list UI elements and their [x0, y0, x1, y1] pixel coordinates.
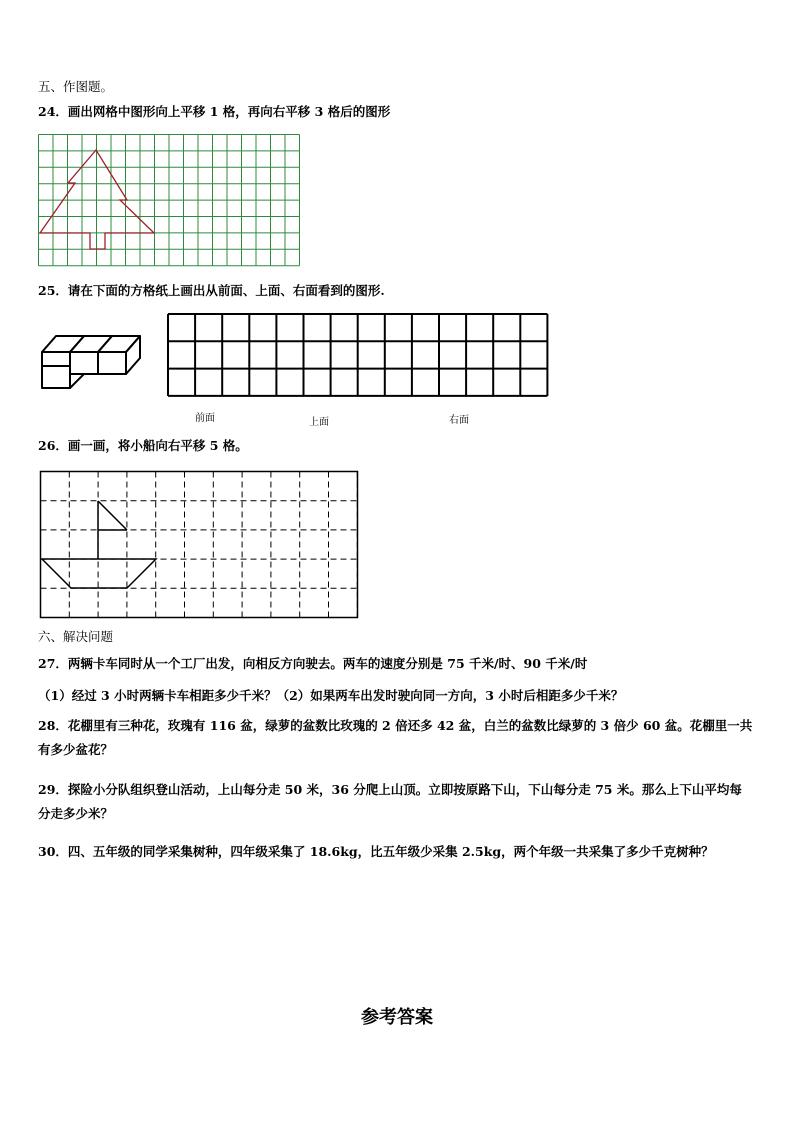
question-27: 27．两辆卡车同时从一个工厂出发，向相反方向驶去。两车的速度分别是 75 千米/时、90 千米/时 — [38, 656, 588, 671]
question-24: 24．画出网格中图形向上平移 1 格，再向右平移 3 格后的图形 — [38, 104, 391, 119]
section-heading-6: 六、解决问题 — [38, 629, 114, 644]
question-28: 28．花棚里有三种花，玫瑰有 116 盆，绿萝的盆数比玫瑰的 2 倍还多 42 盆，白兰的盆数比绿萝的 3 倍少 60 盆。花棚里一共有多少盆花？ — [38, 718, 753, 757]
label-front: 前面 — [195, 413, 215, 424]
answer-title: 参考答案 — [361, 1007, 433, 1028]
question-29: 29．探险小分队组织登山活动，上山每分走 50 米，36 分爬上山顶。立即按原路下山，下山每分走 75 米。那么上下山平均每分走多少米？ — [38, 782, 742, 821]
q24-grid-figure — [38, 134, 300, 266]
section-heading-5: 五、作图题。 — [38, 79, 114, 94]
label-top: 上面 — [309, 417, 329, 428]
green-grid — [39, 135, 300, 266]
q25-block-figure — [40, 330, 148, 392]
q25-grid — [167, 313, 549, 397]
question-27-sub: （1）经过 3 小时两辆卡车相距多少千米？（2）如果两车出发时驶向同一方向，3 小时后相距多少千米？ — [38, 688, 624, 703]
question-30: 30．四、五年级的同学采集树种，四年级采集了 18.6kg，比五年级少采集 2.5kg，两个年级一共采集了多少千克树种？ — [38, 844, 714, 859]
q26-boat-grid — [40, 471, 358, 619]
question-25: 25．请在下面的方格纸上画出从前面、上面、右面看到的图形. — [38, 283, 385, 298]
label-right: 右面 — [449, 415, 469, 426]
question-26: 26．画一画，将小船向右平移 5 格。 — [38, 438, 248, 453]
boat-shape — [42, 501, 156, 588]
